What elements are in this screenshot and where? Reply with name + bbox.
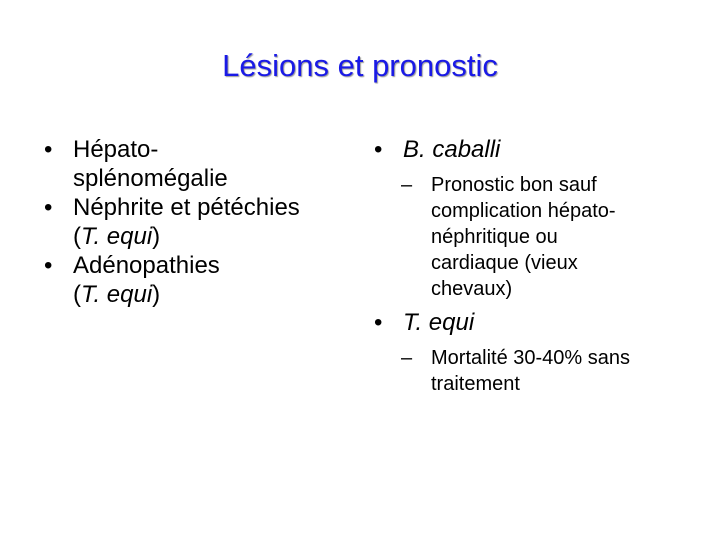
right-column <box>374 135 704 403</box>
sub-text-line: chevaux) <box>431 278 513 300</box>
bullet: • <box>374 136 383 163</box>
paren-close: ) <box>152 223 161 250</box>
paren-open: ( <box>73 281 81 308</box>
sub-item <box>401 172 704 302</box>
list-item <box>44 251 354 309</box>
list-item <box>44 193 354 251</box>
sub-list <box>401 172 704 302</box>
list-item <box>44 135 354 193</box>
sub-text-line: Pronostic bon sauf <box>431 174 597 196</box>
list-item <box>374 308 704 337</box>
item-text-line: splénomégalie <box>73 165 228 192</box>
bullet: • <box>374 309 383 336</box>
item-text-line <box>73 280 354 309</box>
species-name: B. caballi <box>403 136 501 163</box>
slide-title: Lésions et pronostic <box>222 48 498 83</box>
species-name: T. equi <box>81 223 153 250</box>
sub-list <box>401 345 704 397</box>
sub-text-line: cardiaque (vieux <box>431 252 578 274</box>
paren-close: ) <box>152 281 161 308</box>
bullet: • <box>44 252 53 279</box>
bullet: • <box>44 194 53 221</box>
sub-text-line: complication hépato- <box>431 200 616 222</box>
sub-text-line: traitement <box>431 373 520 395</box>
item-text-line <box>73 222 354 251</box>
species-name: T. equi <box>403 309 475 336</box>
sub-text-line: néphritique ou <box>431 226 558 248</box>
sub-item <box>401 345 704 397</box>
bullet: • <box>44 136 53 163</box>
dash: – <box>401 347 413 369</box>
item-text-line: Hépato- <box>73 136 159 163</box>
paren-open: ( <box>73 223 81 250</box>
list-item <box>374 135 704 164</box>
item-text-line: Néphrite et pétéchies <box>73 194 300 221</box>
left-column <box>44 135 354 309</box>
sub-text-line: Mortalité 30-40% sans <box>431 347 630 369</box>
item-text-line: Adénopathies <box>73 252 220 279</box>
dash: – <box>401 174 413 196</box>
species-name: T. equi <box>81 281 153 308</box>
